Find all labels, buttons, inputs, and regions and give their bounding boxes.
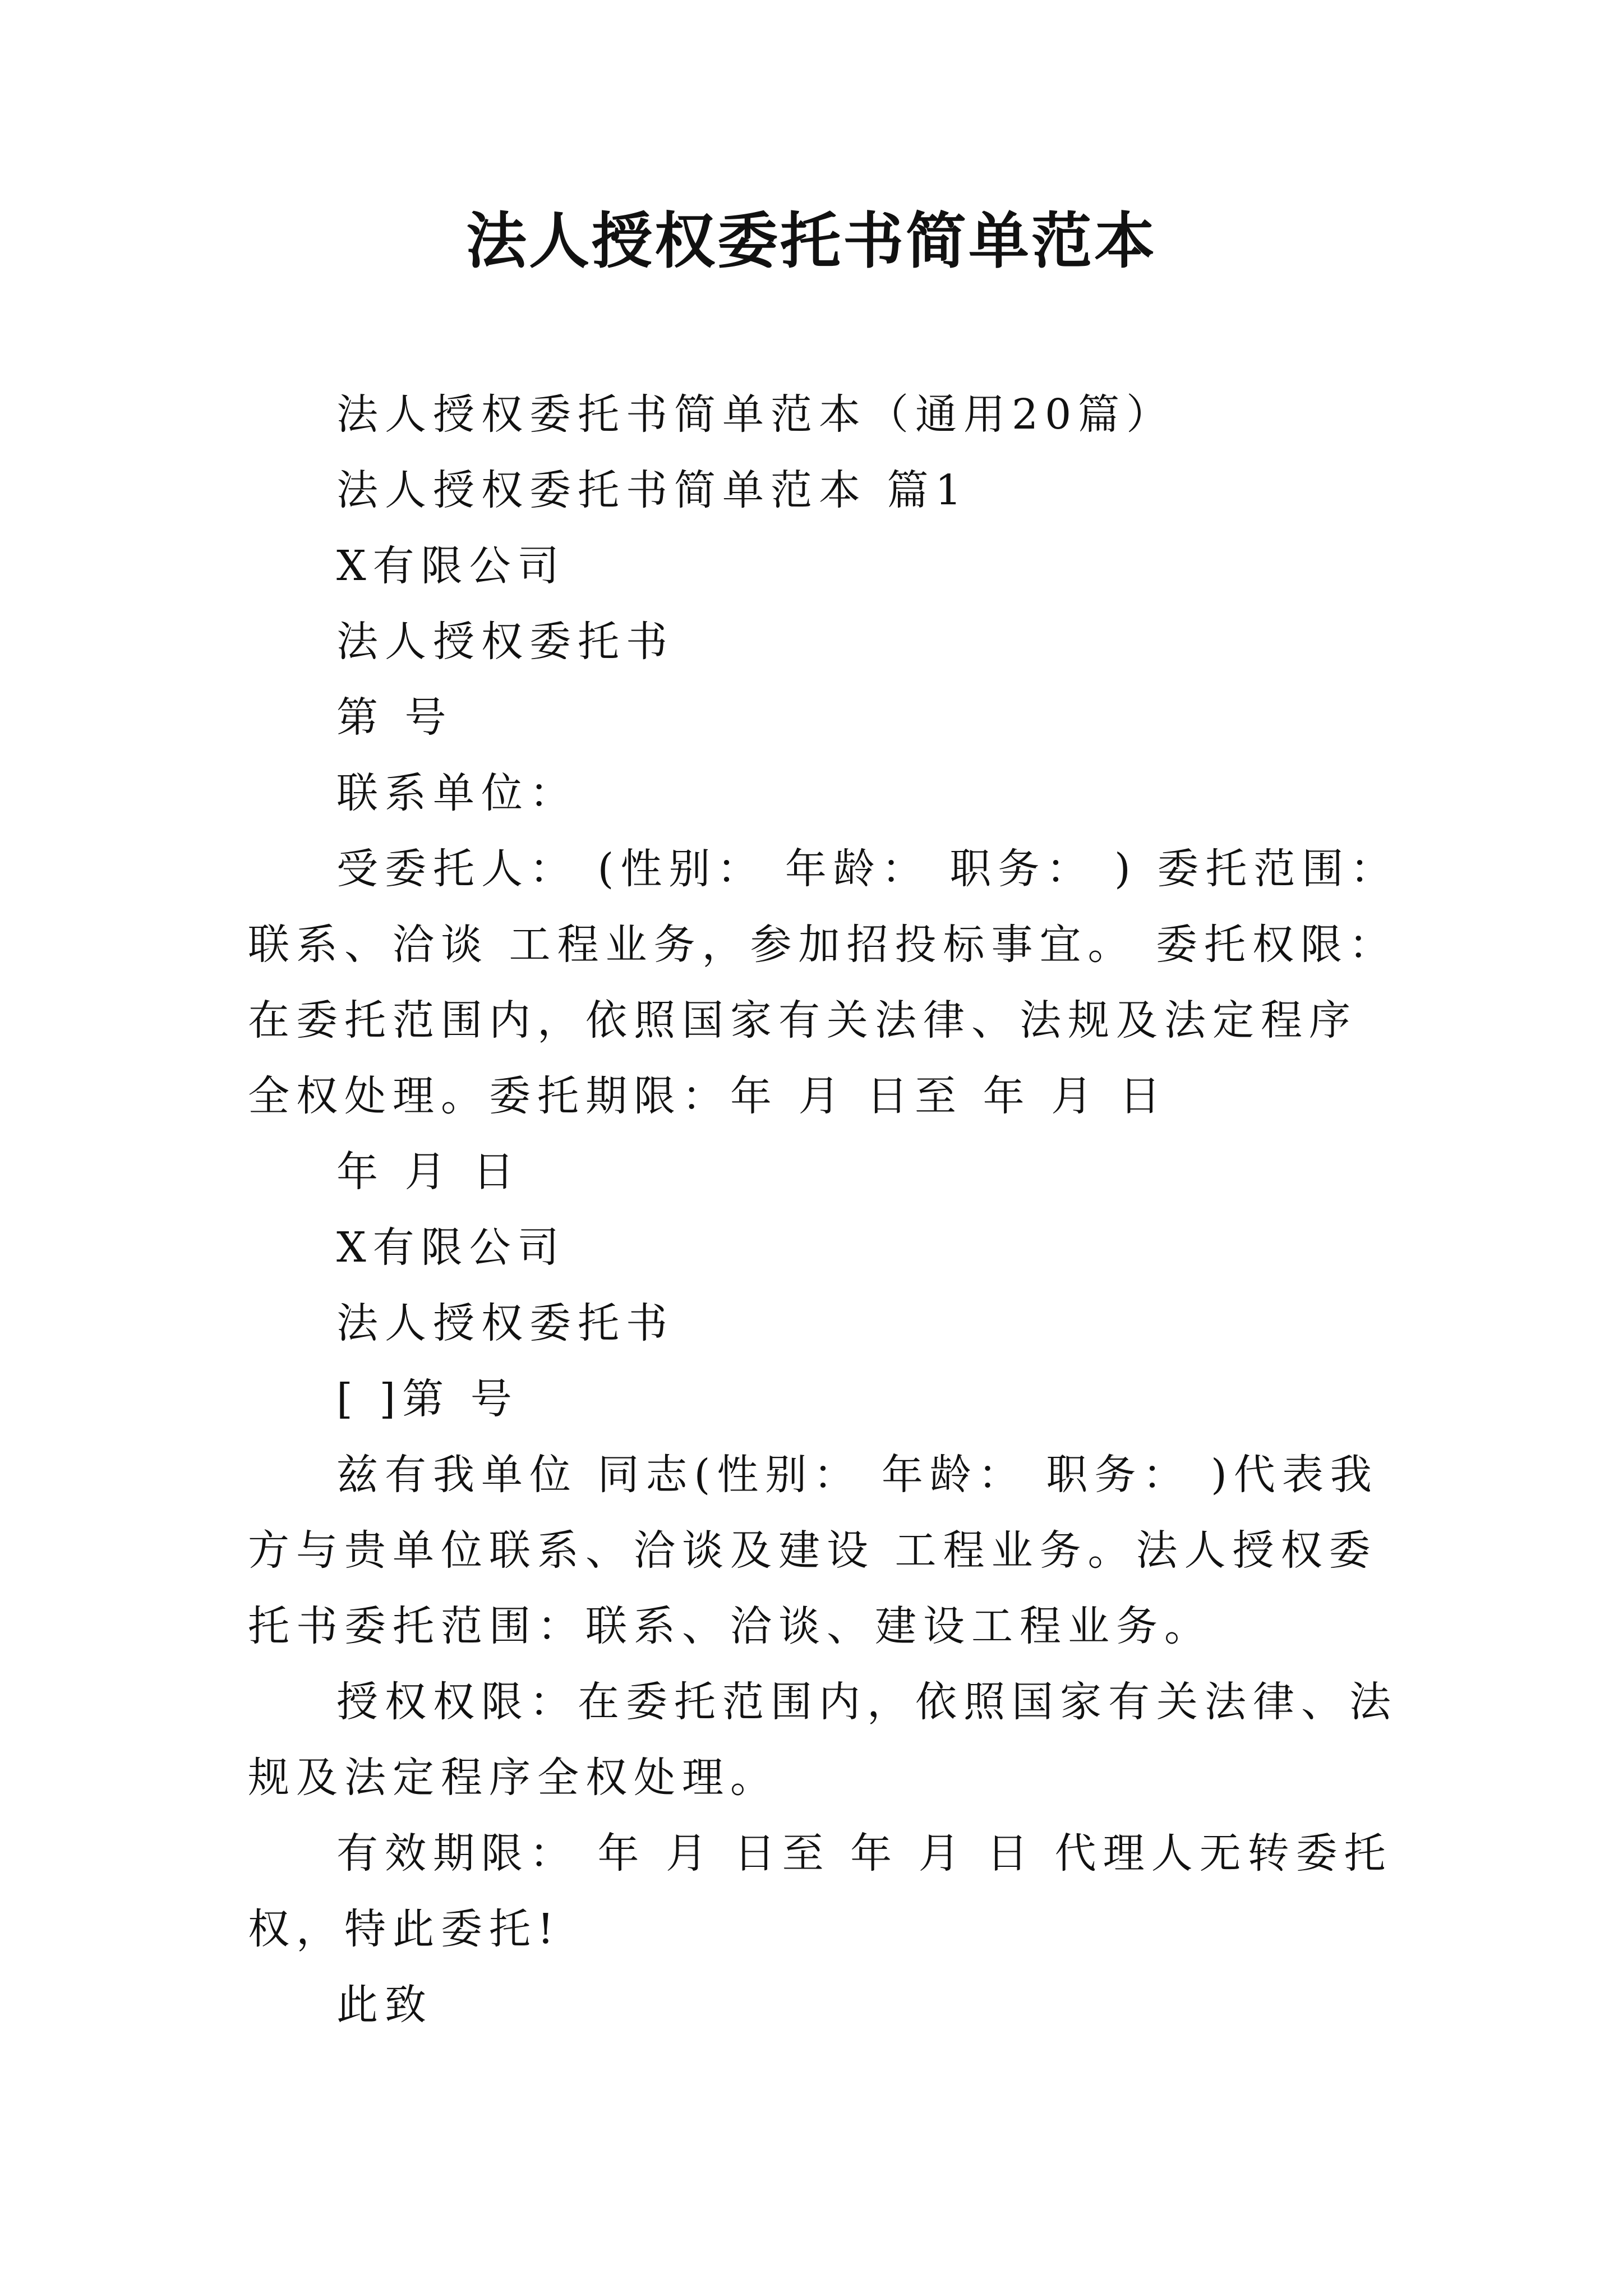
paragraph-section-heading: 法人授权委托书简单范本 篇1	[336, 466, 969, 514]
paragraph-authorization-scope: 授权权限：在委托范围内，依照国家有关法律、法规及法定程序全权处理。	[248, 1678, 1398, 1802]
paragraph-validity-period: 有效期限： 年 月 日至 年 月 日 代理人无转委托权，特此委托!	[248, 1829, 1393, 1953]
document-body	[248, 377, 1400, 2043]
paragraph-company-name-2: X有限公司	[336, 1223, 566, 1272]
paragraph-date: 年 月 日	[336, 1148, 522, 1196]
document-title: 法人授权委托书简单范本	[465, 206, 1157, 277]
paragraph-entrustment-details: 受委托人： (性别： 年龄： 职务： ) 委托范围：联系、洽谈 工程业务，参加招投标事宜。 委托权限：在委托范围内，依照国家有关法律、法规及法定程序全权处理。委托期限：年 月 日至 年 月 日	[248, 845, 1399, 1120]
paragraph-letter-title: 法人授权委托书	[336, 618, 674, 666]
paragraph-company-name: X有限公司	[336, 542, 566, 590]
paragraph-letter-title-2: 法人授权委托书	[336, 1299, 674, 1347]
paragraph-document-number-2: [ ]第 号	[336, 1375, 519, 1423]
paragraph-closing: 此致	[336, 1981, 433, 2029]
paragraph-document-number: 第 号	[336, 693, 453, 742]
paragraph-subtitle: 法人授权委托书简单范本（通用20篇）	[336, 390, 1175, 439]
paragraph-contact-unit: 联系单位：	[336, 769, 578, 817]
paragraph-authorization-statement: 兹有我单位 同志(性别： 年龄： 职务： )代表我方与贵单位联系、洽谈及建设 工程业务。法人授权委托书委托范围：联系、洽谈、建设工程业务。	[248, 1451, 1378, 1650]
